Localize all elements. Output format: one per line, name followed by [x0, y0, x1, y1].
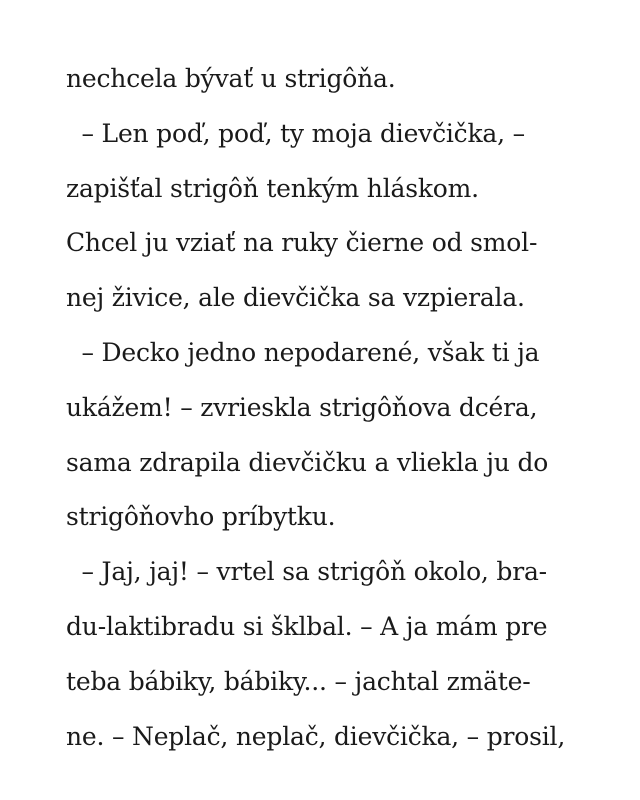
text-line: nej živice, ale dievčička sa vzpierala. — [66, 283, 525, 313]
page-text — [66, 52, 586, 764]
text-line: zapišťal strigôň tenkým hláskom. — [66, 173, 479, 203]
text-line: strigôňovho príbytku. — [66, 502, 336, 532]
text-line: du-laktibradu si šklbal. – A ja mám pre — [66, 611, 548, 641]
text-line: ukážem! – zvrieskla strigôňova dcéra, — [66, 392, 538, 422]
text-line: – Len poď, poď, ty moja dievčička, – — [66, 118, 525, 148]
text-line: – Jaj, jaj! – vrtel sa strigôň okolo, bra- — [66, 557, 547, 587]
text-line: – Decko jedno nepodarené, však ti ja — [66, 337, 540, 367]
text-line: nechcela bývať u strigôňa. — [66, 64, 396, 93]
text-line: Chcel ju vziať na ruky čierne od smol- — [66, 228, 538, 258]
text-line: teba bábiky, bábiky... – jachtal zmäte- — [66, 666, 531, 696]
text-line: ne. – Neplač, neplač, dievčička, – prosil, — [66, 721, 566, 751]
text-line: sama zdrapila dievčičku a vliekla ju do — [66, 447, 549, 477]
